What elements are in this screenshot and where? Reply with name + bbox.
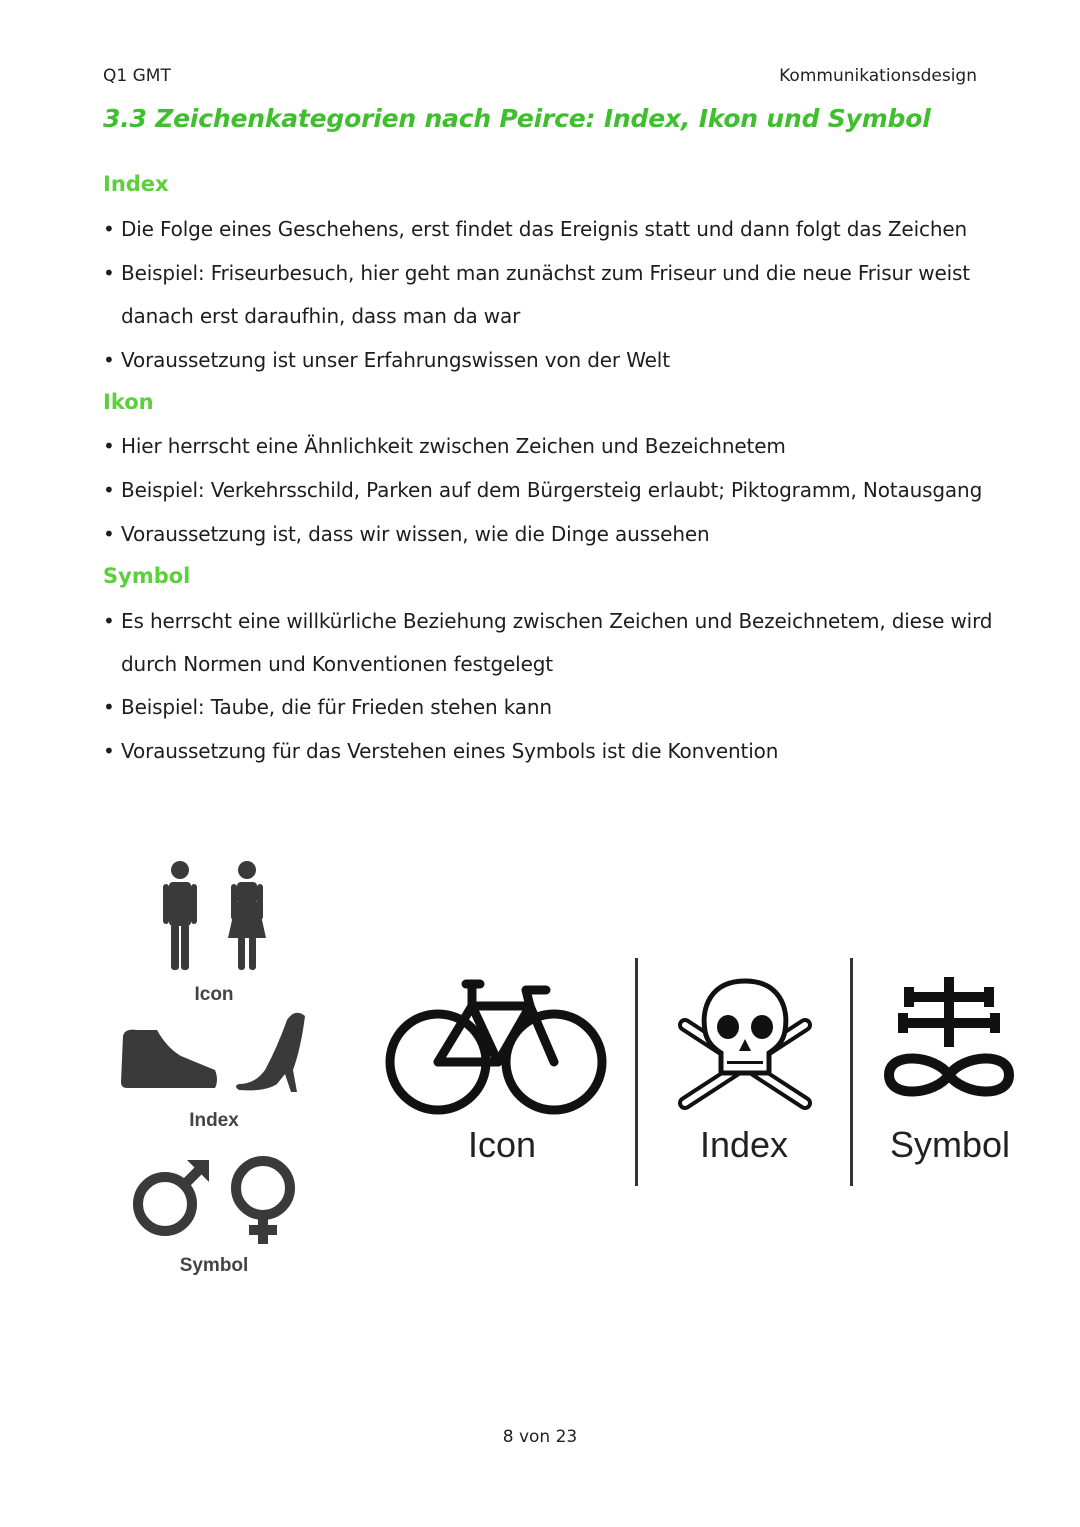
header-course: Q1 GMT <box>103 66 171 86</box>
figure-label-icon: Icon <box>194 984 234 1005</box>
restroom-people-icon <box>110 850 320 980</box>
section-heading-ikon: Ikon <box>103 390 154 414</box>
section-heading-index: Index <box>103 172 169 196</box>
divider <box>635 958 638 1186</box>
list-item-continuation: danach erst daraufhin, dass man da war <box>121 304 521 328</box>
list-item-continuation: durch Normen und Konventionen festgelegt <box>121 652 553 676</box>
page-number: 8 von 23 <box>502 1427 578 1447</box>
figure-label-symbol-right: Symbol <box>889 1124 1011 1165</box>
bicycle-icon <box>380 970 612 1120</box>
shoes-icon <box>115 1008 315 1098</box>
page-title: 3.3 Zeichenkategorien nach Peirce: Index, Ikon und Symbol <box>103 104 931 133</box>
gender-symbols-icon <box>125 1148 305 1248</box>
skull-crossbones-icon <box>675 975 815 1115</box>
figure-label-index-right: Index <box>699 1124 789 1165</box>
sulphur-symbol-icon <box>875 975 1025 1115</box>
figure-label-icon-right: Icon <box>467 1124 537 1165</box>
header-subject: Kommunikationsdesign <box>779 66 977 86</box>
section-heading-symbol: Symbol <box>103 564 191 588</box>
figure-label-index: Index <box>189 1110 239 1131</box>
figure-label-symbol: Symbol <box>179 1255 249 1276</box>
